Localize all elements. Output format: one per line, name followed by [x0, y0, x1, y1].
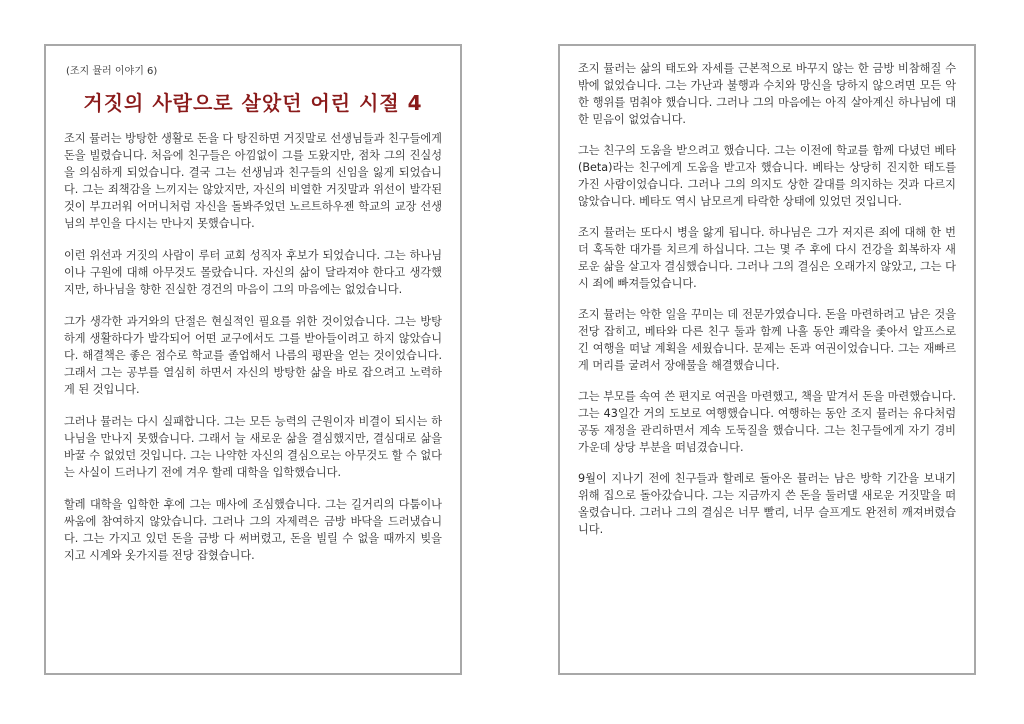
right-page — [558, 44, 976, 675]
paragraph: 그는 부모를 속여 쓴 편지로 여권을 마련했고, 책을 맡겨서 돈을 마련했습니다. 그는 43일간 거의 도보로 여행했습니다. 여행하는 동안 조지 뮬러는 유다처럼 공동 재정을 관리하면서 계속 도둑질을 했습니다. 그는 친구들에게 자기 경비 가운데 상당 부분을 떠넘겼습니다. — [578, 390, 956, 454]
paragraph: 할레 대학을 입학한 후에 그는 매사에 조심했습니다. 그는 길거리의 다툼이나 싸움에 참여하지 않았습니다. 그러나 그의 자제력은 금방 바닥을 드러냈습니다. 그는 가지고 있던 돈을 금방 다 써버렸고, 돈을 빌릴 수 없을 때까지 빚을 지고 시계와 옷가지를 전당 잡혔습니다. — [64, 498, 442, 562]
paragraph: 조지 뮬러는 또다시 병을 앓게 됩니다. 하나님은 그가 저지른 죄에 대해 한 번 더 혹독한 대가를 치르게 하십니다. 그는 몇 주 후에 다시 건강을 회복하자 새로운 삶을 살고자 결심했습니다. 그러나 그의 결심은 오래가지 않았고, 그는 다시 죄에 빠져들었습니다. — [578, 226, 956, 290]
paragraph: 그러나 뮬러는 다시 실패합니다. 그는 모든 능력의 근원이자 비결이 되시는 하나님을 만나지 못했습니다. 그래서 늘 새로운 삶을 결심했지만, 결심대로 삶을 바꿀 수 없었던 것입니다. 그는 나약한 자신의 결심으로는 아무것도 할 수 없다는 사실이 드러나기 전에 겨우 할레 대학을 입학했습니다. — [64, 415, 442, 479]
page-title: 거짓의 사람으로 살았던 어린 시절 4 — [83, 91, 423, 115]
paragraph: 이런 위선과 거짓의 사람이 루터 교회 성직자 후보가 되었습니다. 그는 하나님이나 구원에 대해 아무것도 몰랐습니다. 자신의 삶이 달라져야 한다고 생각했지만, 하나님을 향한 진실한 경건의 마음이 그의 마음에는 없었습니다. — [64, 249, 442, 296]
paragraph: 조지 뮬러는 악한 일을 꾸미는 데 전문가였습니다. 돈을 마련하려고 남은 것을 전당 잡히고, 베타와 다른 친구 둘과 함께 나흘 동안 쾌락을 좇아서 알프스로 긴 여행을 떠날 계획을 세웠습니다. 문제는 돈과 여권이었습니다. 그는 재빠르게 머리를 굴려서 장애물을 해결했습니다. — [578, 308, 956, 372]
series-label: (조지 뮬러 이야기 6) — [66, 66, 158, 77]
left-page — [44, 44, 462, 675]
paragraph: 9월이 지나기 전에 친구들과 할레로 돌아온 뮬러는 남은 방학 기간을 보내기 위해 집으로 돌아갔습니다. 그는 지금까지 쓴 돈을 둘러댈 새로운 거짓말을 떠올렸습니다. 그러나 그의 결심은 너무 빨리, 너무 슬프게도 완전히 깨져버렸습니다. — [578, 472, 956, 536]
paragraph: 그는 친구의 도움을 받으려고 했습니다. 그는 이전에 학교를 함께 다녔던 베타(Beta)라는 친구에게 도움을 받고자 했습니다. 베타는 상당히 진지한 태도를 가진 사람이었습니다. 그러나 그의 의지도 상한 갈대를 의지하는 것과 다르지 않았습니다. 베타도 역시 남모르게 타락한 상태에 있었던 것입니다. — [578, 144, 956, 208]
paragraph: 조지 뮬러는 삶의 태도와 자세를 근본적으로 바꾸지 않는 한 금방 비참해질 수밖에 없었습니다. 그는 가난과 불행과 수치와 망신을 당하지 않으려면 모든 악한 행위를 멈춰야 했습니다. 그러나 그의 마음에는 아직 살아계신 하나님에 대한 믿음이 없었습니다. — [578, 62, 956, 126]
paragraph: 그가 생각한 과거와의 단절은 현실적인 필요를 위한 것이었습니다. 그는 방탕하게 생활하다가 발각되어 어떤 교구에서도 그를 받아들이려고 하지 않았습니다. 해결책은 좋은 점수로 학교를 졸업해서 나름의 평판을 얻는 것이었습니다. 그래서 그는 공부를 열심히 하면서 자신의 방탕한 삶을 바로 잡으려고 노력하게 된 것입니다. — [64, 315, 442, 396]
paragraph: 조지 뮬러는 방탕한 생활로 돈을 다 탕진하면 거짓말로 선생님들과 친구들에게 돈을 빌렸습니다. 처음에 친구들은 아낌없이 그를 도왔지만, 점차 그의 진실성을 의심하게 되었습니다. 결국 그는 선생님과 친구들의 신임을 잃게 되었습니다. 그는 죄책감을 느끼지는 않았지만, 자신의 비열한 거짓말과 위선이 발각된 것이 부끄러워 어머니처럼 자신을 돌봐주었던 노르트하우젠 학교의 교장 선생님의 부인을 다시는 만나지 못했습니다. — [64, 132, 442, 230]
